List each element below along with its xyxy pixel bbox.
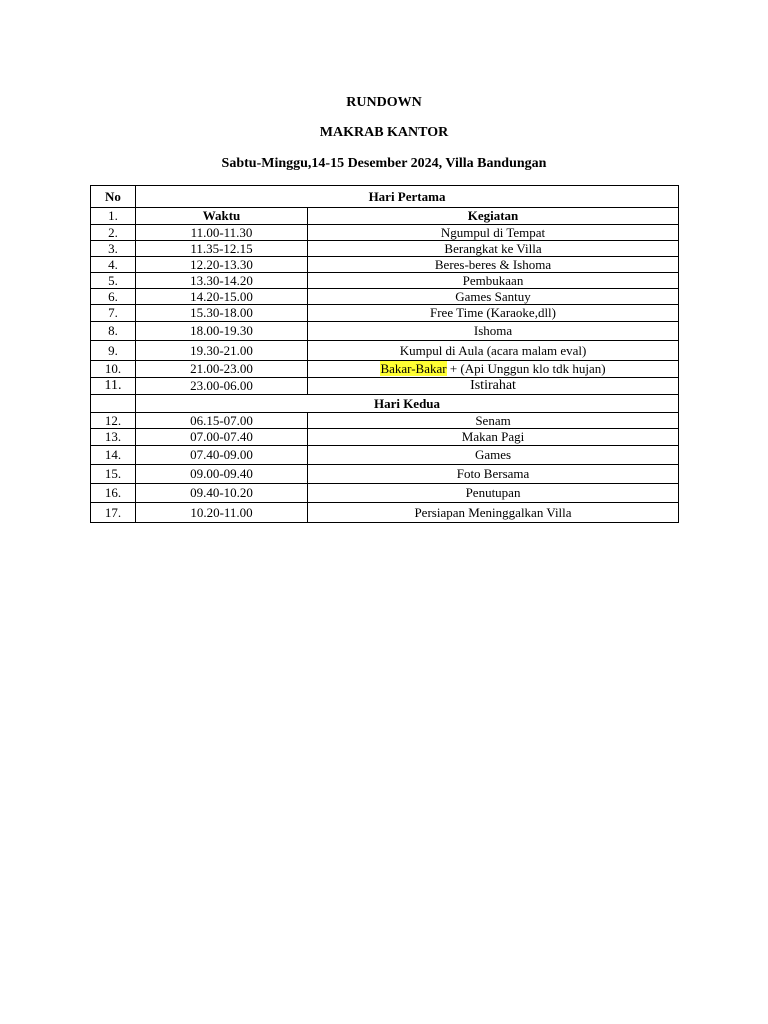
row-time: 06.15-07.00	[136, 413, 308, 429]
day2-header-row	[91, 395, 679, 413]
row-no: 15.	[91, 465, 136, 484]
row-activity: Ngumpul di Tempat	[308, 225, 679, 241]
empty-cell	[91, 395, 136, 413]
row-no: 16.	[91, 484, 136, 503]
row-no: 7.	[91, 305, 136, 322]
header-activity: Kegiatan	[308, 208, 679, 225]
row-activity	[308, 361, 679, 378]
table-row	[91, 484, 679, 503]
row-activity: Persiapan Meninggalkan Villa	[308, 503, 679, 523]
row-activity: Games Santuy	[308, 289, 679, 305]
table-row	[91, 305, 679, 322]
row-activity: Berangkat ke Villa	[308, 241, 679, 257]
row-time: 07.00-07.40	[136, 429, 308, 446]
table-row	[91, 465, 679, 484]
row-no: 6.	[91, 289, 136, 305]
row-activity: Ishoma	[308, 322, 679, 341]
table-row	[91, 413, 679, 429]
highlighted-text: Bakar-Bakar	[380, 361, 447, 376]
row-time: 07.40-09.00	[136, 446, 308, 465]
row-no: 2.	[91, 225, 136, 241]
row-activity: Penutupan	[308, 484, 679, 503]
table-row	[91, 225, 679, 241]
row-time: 12.20-13.30	[136, 257, 308, 273]
day1-label: Hari Pertama	[136, 186, 679, 208]
table-row	[91, 446, 679, 465]
table-row	[91, 361, 679, 378]
row-time: 19.30-21.00	[136, 341, 308, 361]
row-time: 10.20-11.00	[136, 503, 308, 523]
row-no: 1.	[91, 208, 136, 225]
header-time: Waktu	[136, 208, 308, 225]
table-row	[91, 341, 679, 361]
activity-rest-text: + (Api Unggun klo tdk hujan)	[446, 361, 606, 376]
table-row	[91, 241, 679, 257]
row-time: 21.00-23.00	[136, 361, 308, 378]
row-time: 23.00-06.00	[136, 378, 308, 395]
row-time: 13.30-14.20	[136, 273, 308, 289]
table-row	[91, 429, 679, 446]
row-time: 09.40-10.20	[136, 484, 308, 503]
row-no: 11.	[91, 378, 136, 395]
row-activity: Pembukaan	[308, 273, 679, 289]
row-time: 14.20-15.00	[136, 289, 308, 305]
table-row	[91, 289, 679, 305]
row-no: 5.	[91, 273, 136, 289]
row-no: 17.	[91, 503, 136, 523]
row-time: 09.00-09.40	[136, 465, 308, 484]
row-no: 10.	[91, 361, 136, 378]
document-subtitle: MAKRAB KANTOR	[319, 125, 449, 140]
row-activity: Foto Bersama	[308, 465, 679, 484]
table-row	[91, 378, 679, 395]
table-header-row	[91, 186, 679, 208]
row-time: 15.30-18.00	[136, 305, 308, 322]
row-no: 4.	[91, 257, 136, 273]
row-no: 12.	[91, 413, 136, 429]
row-no: 8.	[91, 322, 136, 341]
row-activity: Free Time (Karaoke,dll)	[308, 305, 679, 322]
row-time: 11.00-11.30	[136, 225, 308, 241]
row-time: 11.35-12.15	[136, 241, 308, 257]
row-no: 13.	[91, 429, 136, 446]
table-row	[91, 322, 679, 341]
row-activity: Senam	[308, 413, 679, 429]
table-row	[91, 503, 679, 523]
row-activity: Beres-beres & Ishoma	[308, 257, 679, 273]
row-activity: Kumpul di Aula (acara malam eval)	[308, 341, 679, 361]
row-no: 14.	[91, 446, 136, 465]
row-activity: Makan Pagi	[308, 429, 679, 446]
column-header-row	[91, 208, 679, 225]
row-activity: Istirahat	[308, 378, 679, 395]
row-no: 9.	[91, 341, 136, 361]
document-title: RUNDOWN	[346, 95, 422, 110]
header-no: No	[91, 186, 136, 208]
date-location: Sabtu-Minggu,14-15 Desember 2024, Villa Bandungan	[221, 156, 547, 171]
row-activity: Games	[308, 446, 679, 465]
table-row	[91, 257, 679, 273]
rundown-table	[90, 185, 679, 523]
row-time: 18.00-19.30	[136, 322, 308, 341]
row-no: 3.	[91, 241, 136, 257]
table-row	[91, 273, 679, 289]
day2-label: Hari Kedua	[136, 395, 679, 413]
